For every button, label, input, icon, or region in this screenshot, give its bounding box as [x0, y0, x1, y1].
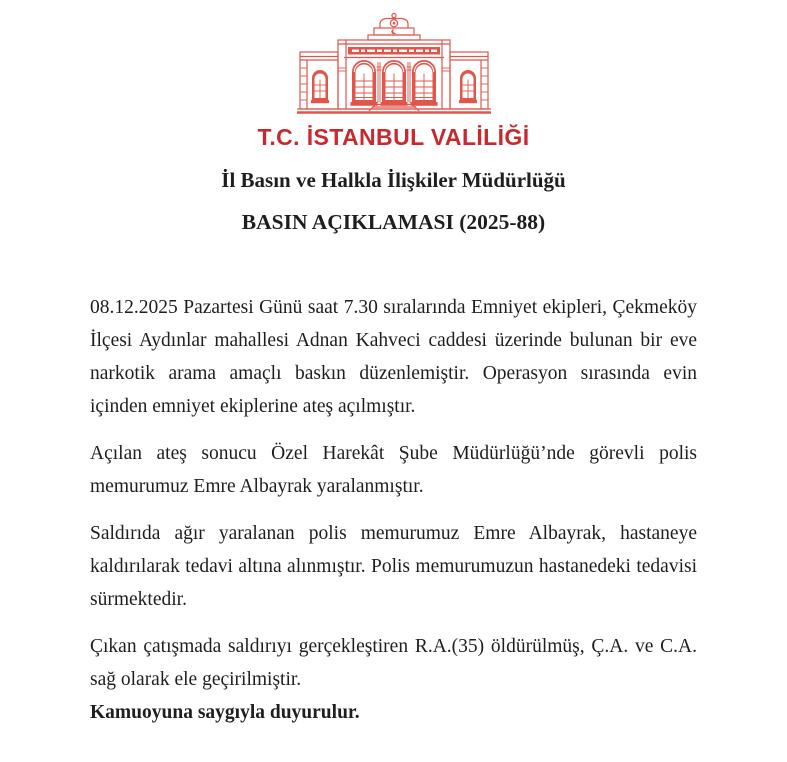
closing-line: Kamuoyuna saygıyla duyurulur.	[90, 702, 360, 724]
logo-wordmark: T.C. İSTANBUL VALİLİĞİ	[257, 124, 530, 150]
governorship-logo	[0, 0, 787, 150]
body-paragraph-2: Açılan ateş sonucu Özel Harekât Şube Müdürlüğü’nde görevli polis memurumuz Emre Albayrak yaralanmıştır.	[90, 443, 697, 498]
body-paragraph-3: Saldırıda ağır yaralanan polis memurumuz Emre Albayrak, hastaneye kaldırılarak tedavi altına alınmıştır. Polis memurumuzun hastanedeki tedavisi sürmektedir.	[90, 523, 697, 611]
governorship-building-icon	[294, 10, 494, 122]
department-title: İl Basın ve Halkla İlişkiler Müdürlüğü	[221, 168, 566, 193]
body-paragraph-1: 08.12.2025 Pazartesi Günü saat 7.30 sıralarında Emniyet ekipleri, Çekmeköy İlçesi Aydınlar mahallesi Adnan Kahveci caddesi üzerinde bulunan bir eve narkotik arama amaçlı baskın düzenlemiştir. Operasyon sırasında evin içinden emniyet ekiplerine ateş açılmıştır.	[90, 297, 697, 418]
press-release-body	[90, 291, 697, 729]
body-paragraph-4: Çıkan çatışmada saldırıyı gerçekleştiren R.A.(35) öldürülmüş, Ç.A. ve C.A. sağ olarak ele geçirilmiştir.	[90, 636, 697, 691]
press-release-title: BASIN AÇIKLAMASI (2025-88)	[241, 209, 546, 234]
